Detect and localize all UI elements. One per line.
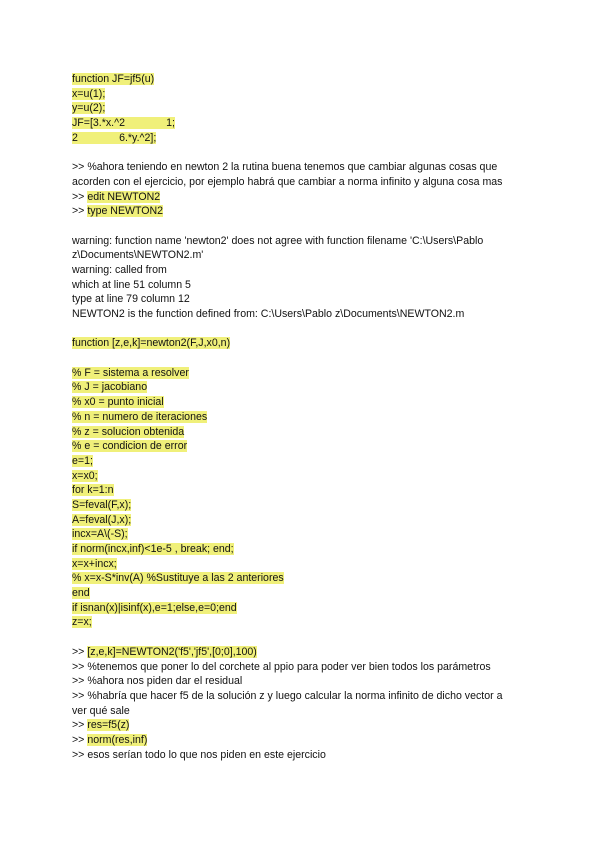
plain-text: >> <box>72 689 88 702</box>
text-line <box>72 689 542 704</box>
text-line <box>72 674 542 689</box>
highlighted-text: % F = sistema a resolver <box>72 366 189 379</box>
highlighted-text: type NEWTON2 <box>87 205 164 218</box>
blank-line <box>72 351 542 366</box>
highlighted-text: function JF=jf5(u) <box>72 73 155 85</box>
blank-line <box>72 322 542 337</box>
plain-text: which at line 51 column 5 <box>72 278 191 291</box>
highlighted-text: x=x+incx; <box>72 557 117 570</box>
plain-text: %ahora teniendo en newton 2 la rutina buena tenemos que cambiar algunas cosas que <box>87 161 498 174</box>
highlighted-text: x=u(1); <box>72 87 106 100</box>
highlighted-text: edit NEWTON2 <box>87 190 161 203</box>
highlighted-text: A=feval(J,x); <box>72 513 132 526</box>
text-line <box>72 190 542 205</box>
text-line <box>72 131 542 146</box>
plain-text: type at line 79 column 12 <box>72 293 190 306</box>
text-line <box>72 557 542 572</box>
highlighted-text: e=1; <box>72 454 93 467</box>
document-body <box>72 72 542 762</box>
text-line <box>72 601 542 616</box>
text-line <box>72 527 542 542</box>
text-line <box>72 234 542 249</box>
highlighted-text: if norm(incx,inf)<1e-5 , break; end; <box>72 543 234 555</box>
plain-text: >> <box>72 675 88 688</box>
highlighted-text: S=feval(F,x); <box>72 498 132 511</box>
text-line <box>72 454 542 469</box>
plain-text: ver qué sale <box>72 704 130 717</box>
plain-text: >> <box>72 660 88 673</box>
text-line <box>72 366 542 381</box>
plain-text: %tenemos que poner lo del corchete al ppio para poder ver bien todos los parámetros <box>87 660 491 673</box>
text-line <box>72 307 542 322</box>
highlighted-text: % z = solucion obtenida <box>72 425 185 438</box>
highlighted-text: % J = jacobiano <box>72 381 148 394</box>
text-line <box>72 439 542 454</box>
highlighted-text: incx=A\(-S); <box>72 528 128 541</box>
highlighted-text: end <box>72 587 90 600</box>
text-line <box>72 160 542 175</box>
highlighted-text: res=f5(z) <box>87 719 130 732</box>
text-line <box>72 513 542 528</box>
text-line <box>72 425 542 440</box>
text-line <box>72 469 542 484</box>
text-line <box>72 101 542 116</box>
highlighted-text: 2 6.*y.^2]; <box>72 131 157 144</box>
text-line <box>72 571 542 586</box>
highlighted-text: z=x; <box>72 616 92 629</box>
text-line <box>72 116 542 131</box>
highlighted-text: % e = condicion de error <box>72 440 188 453</box>
text-line <box>72 336 542 351</box>
text-line <box>72 72 542 87</box>
text-line <box>72 718 542 733</box>
text-line <box>72 410 542 425</box>
text-line <box>72 645 542 660</box>
text-line <box>72 748 542 763</box>
text-line <box>72 204 542 219</box>
text-line <box>72 395 542 410</box>
text-line <box>72 292 542 307</box>
highlighted-text: norm(res,inf) <box>87 733 148 746</box>
highlighted-text: % n = numero de iteraciones <box>72 410 208 423</box>
plain-text: >> <box>72 748 88 761</box>
plain-text: warning: function name 'newton2' does not agree with function filename 'C:\Users\Pablo <box>72 234 484 247</box>
blank-line <box>72 219 542 234</box>
text-line <box>72 87 542 102</box>
plain-text: acorden con el ejercicio, por ejemplo habrá que cambiar a norma infinito y alguna cosa mas <box>72 175 503 188</box>
text-line <box>72 248 542 263</box>
highlighted-text: % x0 = punto inicial <box>72 396 164 409</box>
text-line <box>72 175 542 190</box>
text-line <box>72 278 542 293</box>
highlighted-text: x=x0; <box>72 469 98 482</box>
plain-text: NEWTON2 is the function defined from: C:\Users\Pablo z\Documents\NEWTON2.m <box>72 308 465 320</box>
text-line <box>72 704 542 719</box>
highlighted-text: function [z,e,k]=newton2(F,J,x0,n) <box>72 337 231 350</box>
text-line <box>72 733 542 748</box>
blank-line <box>72 145 542 160</box>
highlighted-text: y=u(2); <box>72 102 106 115</box>
plain-text: esos serían todo lo que nos piden en este ejercicio <box>87 748 326 761</box>
text-line <box>72 483 542 498</box>
text-line <box>72 498 542 513</box>
plain-text: %habría que hacer f5 de la solución z y luego calcular la norma infinito de dicho vector a <box>87 689 503 702</box>
highlighted-text: if isnan(x)|isinf(x),e=1;else,e=0;end <box>72 601 237 614</box>
highlighted-text: for k=1:n <box>72 484 114 497</box>
plain-text: >> <box>72 161 88 174</box>
text-line <box>72 615 542 630</box>
blank-line <box>72 630 542 645</box>
text-line <box>72 542 542 557</box>
plain-text: %ahora nos piden dar el residual <box>87 675 243 688</box>
highlighted-text: [z,e,k]=NEWTON2('f5','jf5',[0;0],100) <box>87 645 257 658</box>
plain-text: warning: called from <box>72 263 167 276</box>
highlighted-text: JF=[3.*x.^2 1; <box>72 117 175 130</box>
text-line <box>72 586 542 601</box>
text-line <box>72 660 542 675</box>
text-line <box>72 380 542 395</box>
plain-text: >> <box>72 719 88 732</box>
plain-text: >> <box>72 733 88 746</box>
plain-text: >> <box>72 645 88 658</box>
plain-text: >> <box>72 190 88 203</box>
highlighted-text: % x=x-S*inv(A) %Sustituye a las 2 anteriores <box>72 572 284 585</box>
plain-text: >> <box>72 205 88 218</box>
plain-text: z\Documents\NEWTON2.m' <box>72 249 204 262</box>
text-line <box>72 263 542 278</box>
